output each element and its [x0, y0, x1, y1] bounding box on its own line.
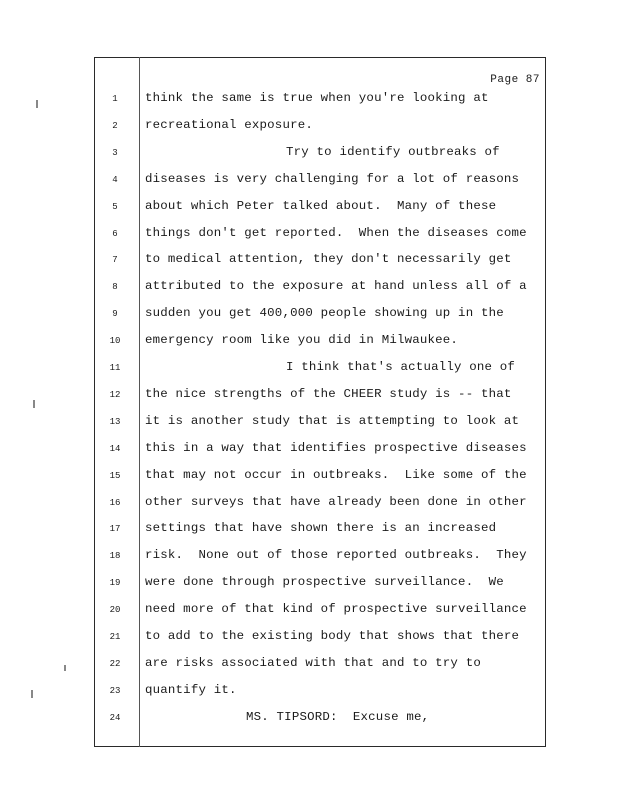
line-text: sudden you get 400,000 people showing up in the [145, 306, 504, 321]
page-number: Page 87 [490, 74, 540, 86]
transcript-line [0, 656, 618, 683]
transcript-line [0, 145, 618, 172]
line-number: 16 [109, 497, 121, 508]
transcript-line [0, 118, 618, 145]
line-number: 21 [109, 632, 121, 642]
line-text: MS. TIPSORD: Excuse me, [246, 709, 430, 724]
line-number: 10 [109, 336, 121, 347]
transcript-line [0, 629, 618, 656]
line-number: 5 [112, 201, 118, 212]
transcript-line [0, 387, 618, 414]
line-number: 12 [109, 389, 121, 400]
line-text: risk. None out of those reported outbreaks. They [145, 548, 527, 563]
line-number: 1 [112, 94, 118, 104]
line-text: I think that's actually one of [286, 360, 516, 374]
line-number: 4 [112, 174, 118, 185]
line-number: 20 [109, 605, 121, 616]
line-number: 7 [112, 255, 118, 266]
transcript-line [0, 199, 618, 226]
transcript-line [0, 495, 618, 522]
line-text: need more of that kind of prospective surveillance [145, 602, 527, 617]
line-number: 6 [112, 228, 118, 239]
line-text: diseases is very challenging for a lot of reasons [145, 171, 520, 186]
transcript-line [0, 252, 618, 279]
transcript-line [0, 226, 618, 253]
line-text: it is another study that is attempting to look at [145, 413, 520, 428]
line-text: to medical attention, they don't necessarily get [145, 252, 512, 267]
transcript-line [0, 333, 618, 360]
line-text: emergency room like you did in Milwaukee. [145, 333, 459, 348]
transcript-line [0, 602, 618, 629]
line-text: recreational exposure. [145, 117, 313, 132]
line-number: 11 [109, 363, 121, 373]
line-text: were done through prospective surveillance. We [145, 575, 504, 590]
line-number: 14 [109, 443, 121, 454]
transcript-line [0, 575, 618, 602]
transcript-line [0, 521, 618, 548]
line-text: settings that have shown there is an increased [145, 521, 497, 536]
transcript-line [0, 360, 618, 387]
line-text: to add to the existing body that shows that there [145, 629, 520, 643]
transcript-line [0, 710, 618, 737]
line-text: about which Peter talked about. Many of these [145, 198, 497, 213]
line-text: quantify it. [145, 682, 237, 697]
line-number: 9 [112, 309, 118, 320]
transcript-line [0, 683, 618, 710]
transcript-line [0, 306, 618, 333]
line-number: 24 [109, 712, 121, 723]
line-number: 18 [109, 551, 121, 562]
line-text: this in a way that identifies prospective diseases [145, 440, 527, 455]
line-number: 2 [112, 120, 118, 131]
line-text: things don't get reported. When the diseases come [145, 225, 527, 240]
line-text: the nice strengths of the CHEER study is -- that [145, 386, 512, 401]
transcript-line [0, 91, 618, 118]
transcript-line [0, 548, 618, 575]
transcript-line [0, 279, 618, 306]
transcript-line [0, 172, 618, 199]
line-number: 19 [109, 578, 121, 589]
line-text: other surveys that have already been done in other [145, 494, 527, 509]
line-text: that may not occur in outbreaks. Like some of the [145, 467, 527, 482]
line-number: 3 [112, 147, 118, 158]
transcript-line [0, 414, 618, 441]
transcript-line [0, 468, 618, 495]
line-number: 13 [109, 416, 121, 427]
line-text: think the same is true when you're looking at [145, 91, 489, 105]
line-number: 8 [112, 282, 118, 293]
line-number: 23 [109, 685, 121, 696]
line-number: 15 [109, 470, 121, 481]
line-text: attributed to the exposure at hand unless all of a [145, 279, 527, 294]
line-text: are risks associated with that and to try to [145, 655, 481, 670]
line-number: 17 [109, 524, 121, 535]
line-number: 22 [109, 658, 121, 669]
transcript-line [0, 441, 618, 468]
line-text: Try to identify outbreaks of [286, 144, 500, 159]
